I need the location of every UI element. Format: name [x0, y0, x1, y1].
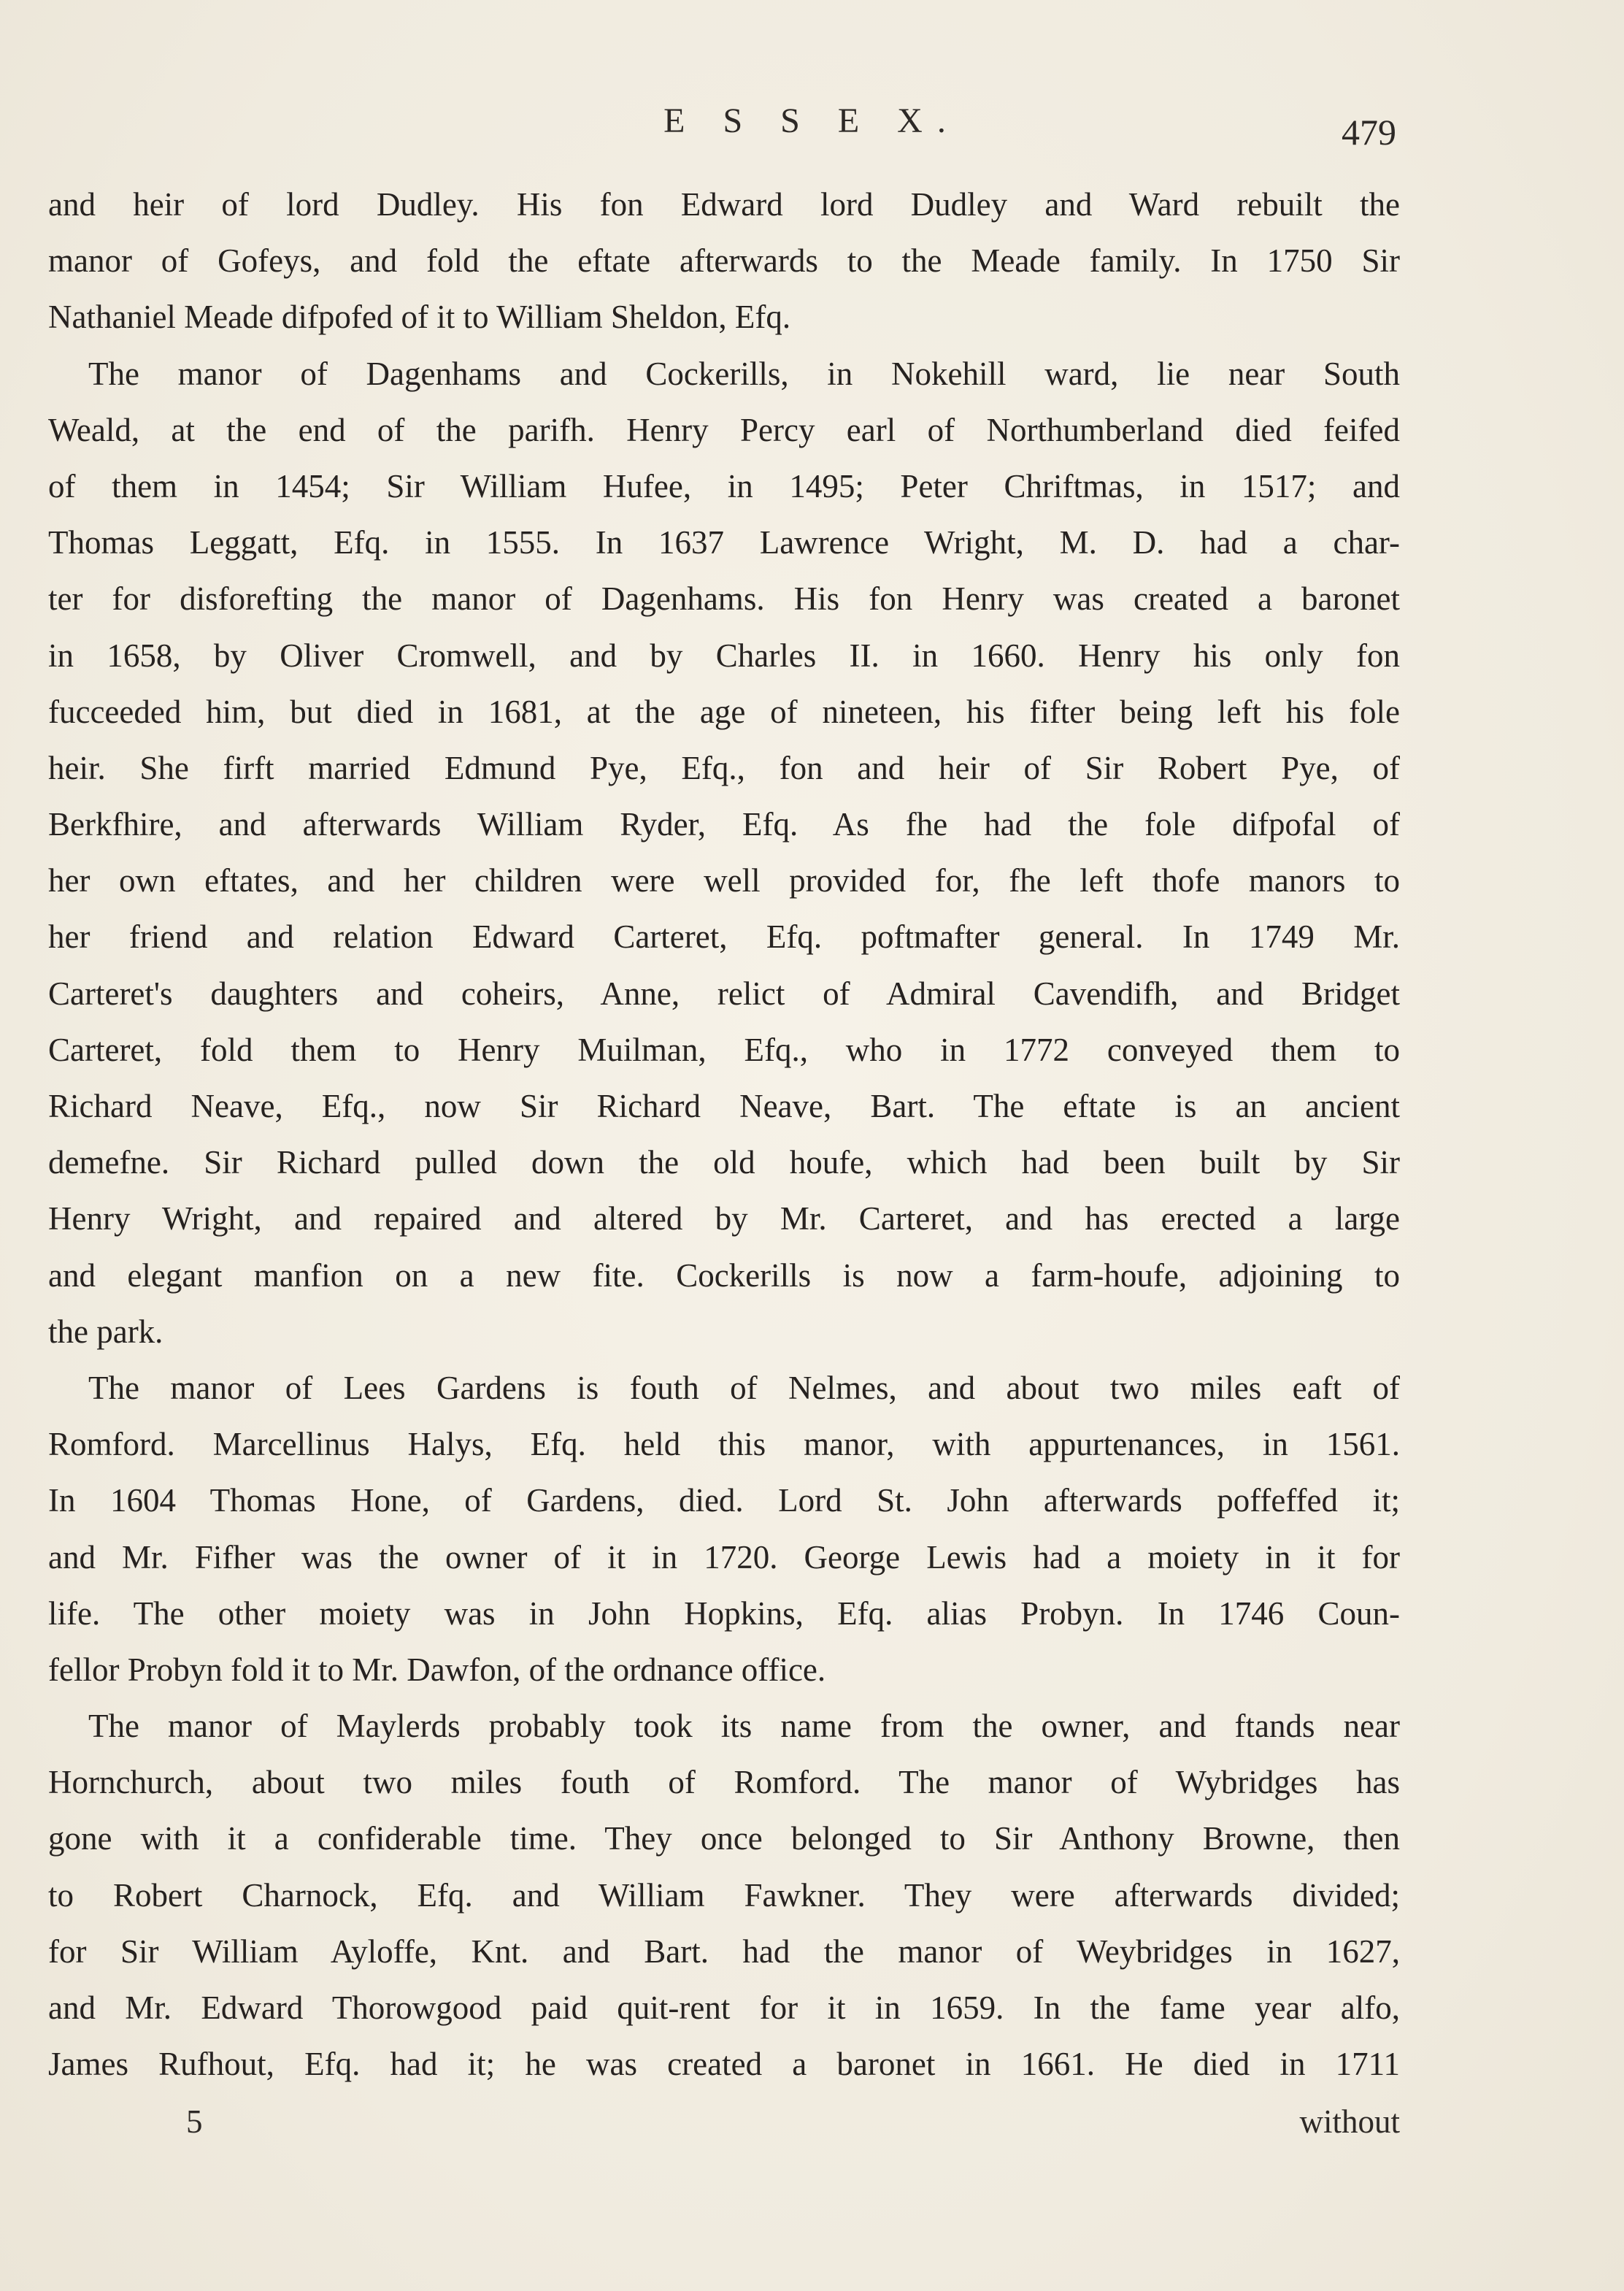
catchword: without: [1299, 2103, 1400, 2140]
text-line: Carteret, fold them to Henry Muilman, Efq., who in 1772 conveyed them to: [48, 1031, 1400, 1068]
text-line: for Sir William Ayloffe, Knt. and Bart. had the manor of Weybridges in 1627,: [48, 1933, 1400, 1970]
text-line: Thomas Leggatt, Efq. in 1555. In 1637 Lawrence Wright, M. D. had a char-: [48, 524, 1400, 561]
text-line: her own eftates, and her children were well provided for, fhe left thofe manors to: [48, 862, 1400, 899]
text-line: in 1658, by Oliver Cromwell, and by Charles II. in 1660. Henry his only fon: [48, 637, 1400, 674]
text-line: of them in 1454; Sir William Hufee, in 1495; Peter Chriftmas, in 1517; and: [48, 467, 1400, 504]
text-line: gone with it a confiderable time. They once belonged to Sir Anthony Browne, then: [48, 1820, 1400, 1857]
text-line: and Mr. Edward Thorowgood paid quit-rent for it in 1659. In the fame year alfo,: [48, 1989, 1400, 2026]
text-line: ter for disforefting the manor of Dagenhams. His fon Henry was created a baronet: [48, 580, 1400, 618]
text-line: her friend and relation Edward Carteret, Efq. poftmafter general. In 1749 Mr.: [48, 918, 1400, 956]
page-number: 479: [1342, 112, 1396, 153]
text-line: and heir of lord Dudley. His fon Edward lord Dudley and Ward rebuilt the: [48, 186, 1400, 223]
text-line: and elegant manfion on a new fite. Cockerills is now a farm-houfe, adjoining to: [48, 1256, 1400, 1294]
text-line: fucceeded him, but died in 1681, at the age of nineteen, his fifter being left his fole: [48, 693, 1400, 730]
text-line: The manor of Maylerds probably took its name from the owner, and ftands near: [88, 1708, 1400, 1745]
text-line: heir. She firft married Edmund Pye, Efq., fon and heir of Sir Robert Pye, of: [48, 749, 1400, 786]
text-line: life. The other moiety was in John Hopkins, Efq. alias Probyn. In 1746 Coun-: [48, 1595, 1400, 1632]
text-line: The manor of Lees Gardens is fouth of Nelmes, and about two miles eaft of: [88, 1369, 1400, 1406]
text-line: The manor of Dagenhams and Cockerills, in Nokehill ward, lie near South: [88, 355, 1400, 392]
text-line: Nathaniel Meade difpofed of it to William Sheldon, Efq.: [48, 299, 791, 336]
text-line: the park.: [48, 1313, 163, 1350]
text-line: Richard Neave, Efq., now Sir Richard Neave, Bart. The eftate is an ancient: [48, 1088, 1400, 1124]
text-line: fellor Probyn fold it to Mr. Dawfon, of the ordnance office.: [48, 1651, 826, 1688]
text-line: In 1604 Thomas Hone, of Gardens, died. Lord St. John afterwards poffeffed it;: [48, 1482, 1400, 1519]
text-line: to Robert Charnock, Efq. and William Fawkner. They were afterwards divided;: [48, 1876, 1400, 1914]
text-line: Weald, at the end of the parifh. Henry Percy earl of Northumberland died feifed: [48, 411, 1400, 448]
text-line: Henry Wright, and repaired and altered by Mr. Carteret, and has erected a large: [48, 1200, 1400, 1237]
running-head: E S S E X.: [663, 101, 961, 140]
text-line: demefne. Sir Richard pulled down the old houfe, which had been built by Sir: [48, 1144, 1400, 1181]
text-line: and Mr. Fifher was the owner of it in 1720. George Lewis had a moiety in it for: [48, 1538, 1400, 1576]
body-text: [48, 177, 1400, 2092]
text-line: Berkfhire, and afterwards William Ryder, Efq. As fhe had the fole difpofal of: [48, 806, 1400, 843]
text-line: Romford. Marcellinus Halys, Efq. held this manor, with appurtenances, in 1561.: [48, 1426, 1400, 1463]
text-line: Carteret's daughters and coheirs, Anne, relict of Admiral Cavendifh, and Bridget: [48, 975, 1400, 1012]
text-line: James Rufhout, Efq. had it; he was created a baronet in 1661. He died in 1711: [48, 2046, 1400, 2083]
text-line: manor of Gofeys, and fold the eftate afterwards to the Meade family. In 1750 Sir: [48, 242, 1400, 280]
text-line: Hornchurch, about two miles fouth of Romford. The manor of Wybridges has: [48, 1764, 1400, 1801]
signature-mark: 5: [186, 2103, 203, 2140]
